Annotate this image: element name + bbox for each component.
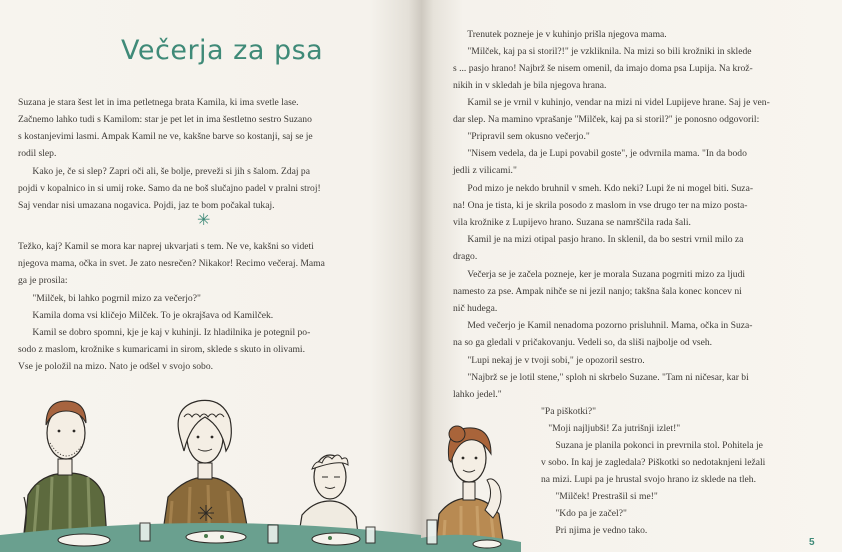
- paragraph-line: "Milček, kaj pa si storil?!" je vzkliknila. Na mizi so bili krožniki in sklede: [453, 46, 752, 57]
- paragraph-line: Kako je, če si slep? Zapri oči ali, še bolje, preveži si jih s šalom. Zdaj pa: [18, 166, 310, 177]
- dialogue-line: "Najbrž se je lotil stene," sploh ni skrbelo Suzane. "Tam ni ničesar, kar bi: [453, 372, 749, 383]
- story-title: Večerja za psa: [121, 35, 324, 66]
- dialogue-line: "Milček! Prestrašil si me!": [541, 491, 658, 502]
- dialogue-line: "Pa piškotki?": [541, 406, 597, 417]
- paragraph-line: Kamil se dobro spomni, kje je kaj v kuhinji. Iz hladilnika je potegnil po-: [18, 327, 311, 338]
- paragraph-line: dar slep. Na mamino vprašanje "Milček, kaj pa si storil?" je ponosno odgovoril:: [453, 114, 760, 125]
- paragraph-line: pojdi v kopalnico in si umij roke. Samo da ne boš slučajno padel v pralni stroj!: [18, 183, 321, 194]
- paragraph-line: na mizi. Lupi pa je hrustal svojo hrano iz sklede na tleh.: [541, 474, 757, 485]
- paragraph-line: Pod mizo je nekdo bruhnil v smeh. Kdo neki? Lupi že ni mogel biti. Suza-: [453, 183, 754, 194]
- dialogue-line: "Kdo pa je začel?": [541, 508, 627, 519]
- page-number: 5: [809, 537, 815, 548]
- paragraph-line: s kostanjevimi lasmi. Ampak Kamil ne ve, kakšne barve so kostanji, saj se je: [18, 131, 313, 142]
- paragraph-line: na so ga gledali v pričakovanju. Vedeli so, da sliši najbolje od vseh.: [453, 337, 713, 348]
- paragraph-line: Med večerjo je Kamil nenadoma pozorno prisluhnil. Mama, očka in Suza-: [453, 320, 753, 331]
- paragraph-line: ga je prosila:: [18, 275, 68, 286]
- dialogue-line: "Pripravil sem okusno večerjo.": [453, 131, 590, 142]
- paragraph-line: Trenutek pozneje je v kuhinjo prišla njegova mama.: [453, 29, 667, 40]
- paragraph-line: v sobo. In kaj je zagledala? Piškotki so nedotaknjeni ležali: [541, 457, 766, 468]
- paragraph-line: sodo z maslom, krožnike s kumaricami in sirom, sklede s skuto in olivami.: [18, 344, 305, 355]
- paragraph-line: jedli z vilicami.": [453, 165, 517, 176]
- paragraph-line: rodil slep.: [18, 148, 57, 159]
- paragraph-line: Saj vendar nisi umazana nogavica. Pojdi, jaz te bom počakal tukaj.: [18, 200, 275, 211]
- paragraph-line: nikih in v skledah je bila njegova hrana.: [453, 80, 607, 91]
- paragraph-line: s ... pasjo hrano! Najbrž še nisem omenil, da imajo doma psa Lupija. Na krož-: [453, 63, 753, 74]
- section-separator-icon: ✳: [197, 210, 211, 229]
- paragraph-line: Večerja se je začela pozneje, ker je morala Suzana pogrniti mizo za ljudi: [453, 269, 746, 280]
- paragraph-line: Kamil je na mizi otipal pasjo hrano. In sklenil, da bo sestri vrnil milo za: [453, 234, 744, 245]
- paragraph-line: Težko, kaj? Kamil se mora kar naprej ukvarjati s tem. Ne ve, kakšni so videti: [18, 241, 314, 252]
- paragraph-line: Začnemo lahko tudi s Kamilom: star je pet let in ima šestletno sestro Suzano: [18, 114, 312, 125]
- dialogue-line: "Nisem vedela, da je Lupi povabil goste", je odvrnila mama. "In da bodo: [453, 148, 747, 159]
- paragraph-line: na! Ona je tista, ki je skrila posodo z maslom in vse drugo ter na mizo posta-: [453, 200, 748, 211]
- dialogue-line: "Milček, bi lahko pogrnil mizo za večerjo?": [18, 293, 201, 304]
- dialogue-line: "Moji najljubši! Za jutrišnji izlet!": [541, 423, 681, 434]
- dialogue-line: "Lupi nekaj je v tvoji sobi," je opozoril sestro.: [453, 355, 645, 366]
- paragraph-line: Pri njima je vedno tako.: [541, 525, 648, 536]
- paragraph-line: namesto za pse. Ampak nihče se ni jezil nanjo; takšna šala konec koncev ni: [453, 286, 742, 297]
- suzana-illustration: [421, 410, 541, 552]
- right-page: [421, 0, 842, 552]
- paragraph-line: njegova mama, očka in svet. Je zato nesrečen? Nikakor! Recimo večeraj. Mama: [18, 258, 325, 269]
- paragraph-line: lahko jedel.": [453, 389, 502, 400]
- paragraph-line: drago.: [453, 251, 478, 262]
- paragraph-line: Kamila doma vsi kličejo Milček. To je okrajšava od Kamilček.: [18, 310, 274, 321]
- family-dinner-illustration: [0, 377, 421, 552]
- paragraph-line: Vse je položil na mizo. Nato je odšel v svojo sobo.: [18, 361, 214, 372]
- paragraph-line: nič hudega.: [453, 303, 498, 314]
- paragraph-line: Suzana je planila pokonci in prevrnila stol. Pohitela je: [541, 440, 763, 451]
- paragraph-line: vila krožnike z Lupijevo hrano. Suzana se namrščila rada šali.: [453, 217, 691, 228]
- paragraph-line: Suzana je stara šest let in ima petletnega brata Kamila, ki ima svetle lase.: [18, 97, 299, 108]
- paragraph-line: Kamil se je vrnil v kuhinjo, vendar na mizi ni videl Lupijeve hrane. Saj je ven-: [453, 97, 770, 108]
